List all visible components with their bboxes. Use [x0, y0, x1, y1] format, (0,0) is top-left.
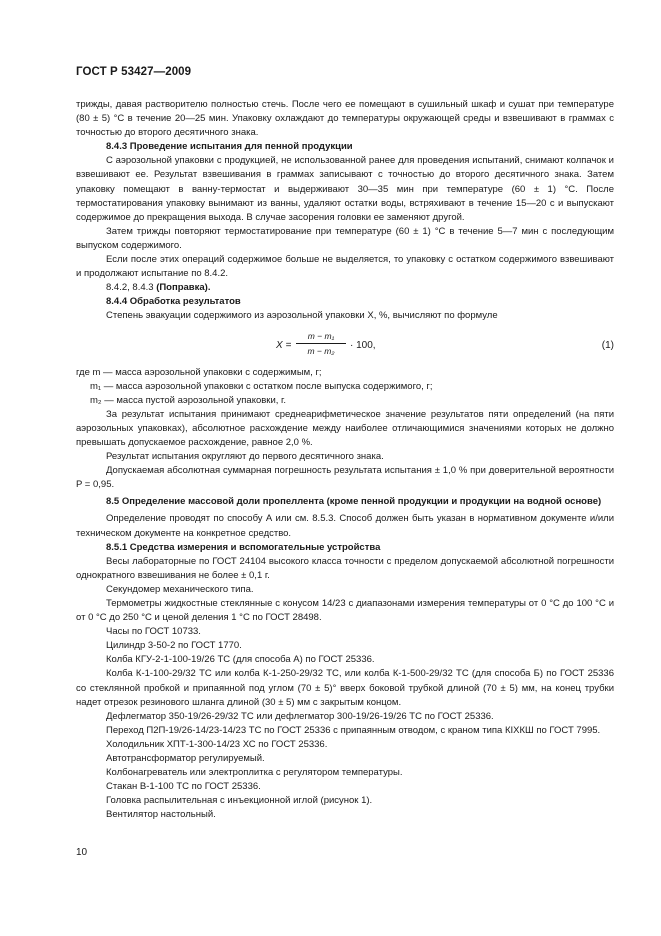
- list-item: Дефлегматор 350-19/26-29/32 ТС или дефлегматор 300-19/26-19/26 ТС по ГОСТ 25336.: [106, 710, 494, 722]
- amendment-ref: 8.4.2, 8.4.3: [106, 282, 157, 294]
- formula-lhs: X =: [276, 339, 292, 351]
- amendment-note: [76, 281, 614, 295]
- paragraph: Весы лабораторные по ГОСТ 24104 высокого класса точности с пределом допускаемой абсолютной погрешности однократного взвешивания не более ± 0,1 г.: [76, 555, 614, 581]
- paragraph: Допускаемая абсолютная суммарная погрешность результата испытания ± 1,0 % при доверительной вероятности P = 0,95.: [76, 465, 614, 491]
- list-item: Колба КГУ-2-1-100-19/26 ТС (для способа А) по ГОСТ 25336.: [106, 654, 375, 666]
- list-item: Цилиндр 3-50-2 по ГОСТ 1770.: [106, 640, 242, 652]
- list-item: Переход П2П-19/26-14/23-14/23 ТС по ГОСТ 25336 с припаянным отводом, с краном типа КIХКШ по ГОСТ 7995.: [106, 724, 601, 736]
- list-item: Часы по ГОСТ 10733.: [106, 626, 201, 638]
- paragraph: За результат испытания принимают среднеарифметическое значение результатов пяти определений (на пяти аэрозольных упаковках), абсолютное расхождение между наиболее отличающимися значениями которых не должно превышать допускаемое расхождение, равное 2,0 %.: [76, 408, 614, 448]
- list-item: Холодильник ХПТ-1-300-14/23 ХС по ГОСТ 25336.: [106, 738, 328, 750]
- document-code: ГОСТ Р 53427—2009: [76, 66, 192, 78]
- paragraph: С аэрозольной упаковки с продукцией, не использованной ранее для проведения испытаний, снимают колпачок и взвешивают ее. Результат взвешивания в граммах записывают с точностью до второго десятичного знака. Затем упаковку помещают в ванну-термостат и выдерживают 30—35 мин при температуре (60 ± 1) °С. После термостатирования упаковку вынимают из ванны, удаляют остатки воды, встряхивают в течение 15—20 с и выпускают содержимое до прекращения выхода. В случае засорения головки ее заменяют другой.: [76, 155, 614, 223]
- where-line: m₁ — масса аэрозольной упаковки с остатком после выпуска содержимого, г;: [90, 380, 433, 392]
- where-line: m₂ — масса пустой аэрозольной упаковки, г.: [90, 394, 286, 406]
- paragraph: трижды, давая растворителю полностью стечь. После чего ее помещают в сушильный шкаф и сушат при температуре (80 ± 5) °С в течение 20—25 мин. Упаковку охлаждают до температуры окружающей среды и взвешивают в граммах с точностью до второго десятичного знака.: [76, 99, 614, 139]
- amendment-label: (Поправка).: [156, 282, 211, 294]
- paragraph: Если после этих операций содержимое больше не выделяется, то упаковку с остатком содержимого взвешивают и продолжают испытание по 8.4.2.: [76, 254, 614, 280]
- section-heading-8-5-1: 8.5.1 Средства измерения и вспомогательные устройства: [106, 541, 381, 553]
- list-item: Автотрансформатор регулируемый.: [106, 753, 265, 765]
- section-heading-8-5: 8.5 Определение массовой доли пропеллента (кроме пенной продукции и продукции на водной основе): [106, 496, 602, 508]
- paragraph: Степень эвакуации содержимого из аэрозольной упаковки X, %, вычисляют по формуле: [106, 310, 498, 322]
- formula-fraction: [296, 331, 346, 357]
- list-item: Секундомер механического типа.: [106, 583, 254, 595]
- list-item: Термометры жидкостные стеклянные с конусом 14/23 с диапазонами измерения температуры от 0 °С до 100 °С и от 0 °С до 250 °С и ценой деления 1 °С по ГОСТ 28498.: [76, 598, 614, 624]
- where-line: где m — масса аэрозольной упаковки с содержимым, г;: [76, 366, 322, 378]
- section-heading-8-4-3: 8.4.3 Проведение испытания для пенной продукции: [106, 141, 353, 153]
- section-heading-8-4-4: 8.4.4 Обработка результатов: [106, 296, 241, 308]
- list-item: Колба К-1-100-29/32 ТС или колба К-1-250-29/32 ТС, или колба К-1-500-29/32 ТС (для способа Б) по ГОСТ 25336 со стеклянной пробкой и припаянной под углом (70 ± 5)° вверх боковой трубкой длиной (70 ± 5) мм, на конец трубки надет отрезок резинового шланга длиной (30 ± 5) мм с закрытым концом.: [76, 668, 614, 708]
- formula-tail: · 100,: [350, 339, 376, 351]
- paragraph: Затем трижды повторяют термостатирование при температуре (60 ± 1) °С в течение 5—7 мин с последующим выпуском содержимого.: [76, 225, 614, 251]
- paragraph: Определение проводят по способу А или см. 8.5.3. Способ должен быть указан в нормативном документе и/или техническом документе на конкретное средство.: [76, 513, 614, 539]
- formula-1: [76, 330, 614, 364]
- list-item: Стакан В-1-100 ТС по ГОСТ 25336.: [106, 781, 261, 793]
- page-number: 10: [76, 847, 88, 858]
- list-item: Вентилятор настольный.: [106, 809, 216, 821]
- list-item: Колбонагреватель или электроплитка с регулятором температуры.: [106, 767, 403, 779]
- formula-denominator: m − m₂: [307, 345, 335, 356]
- formula-numerator: m − m₁: [296, 331, 346, 344]
- list-item: Головка распылительная с инъекционной иглой (рисунок 1).: [106, 795, 373, 807]
- paragraph: Результат испытания округляют до первого десятичного знака.: [106, 451, 384, 463]
- document-body: [76, 98, 614, 823]
- formula-number: (1): [601, 339, 614, 351]
